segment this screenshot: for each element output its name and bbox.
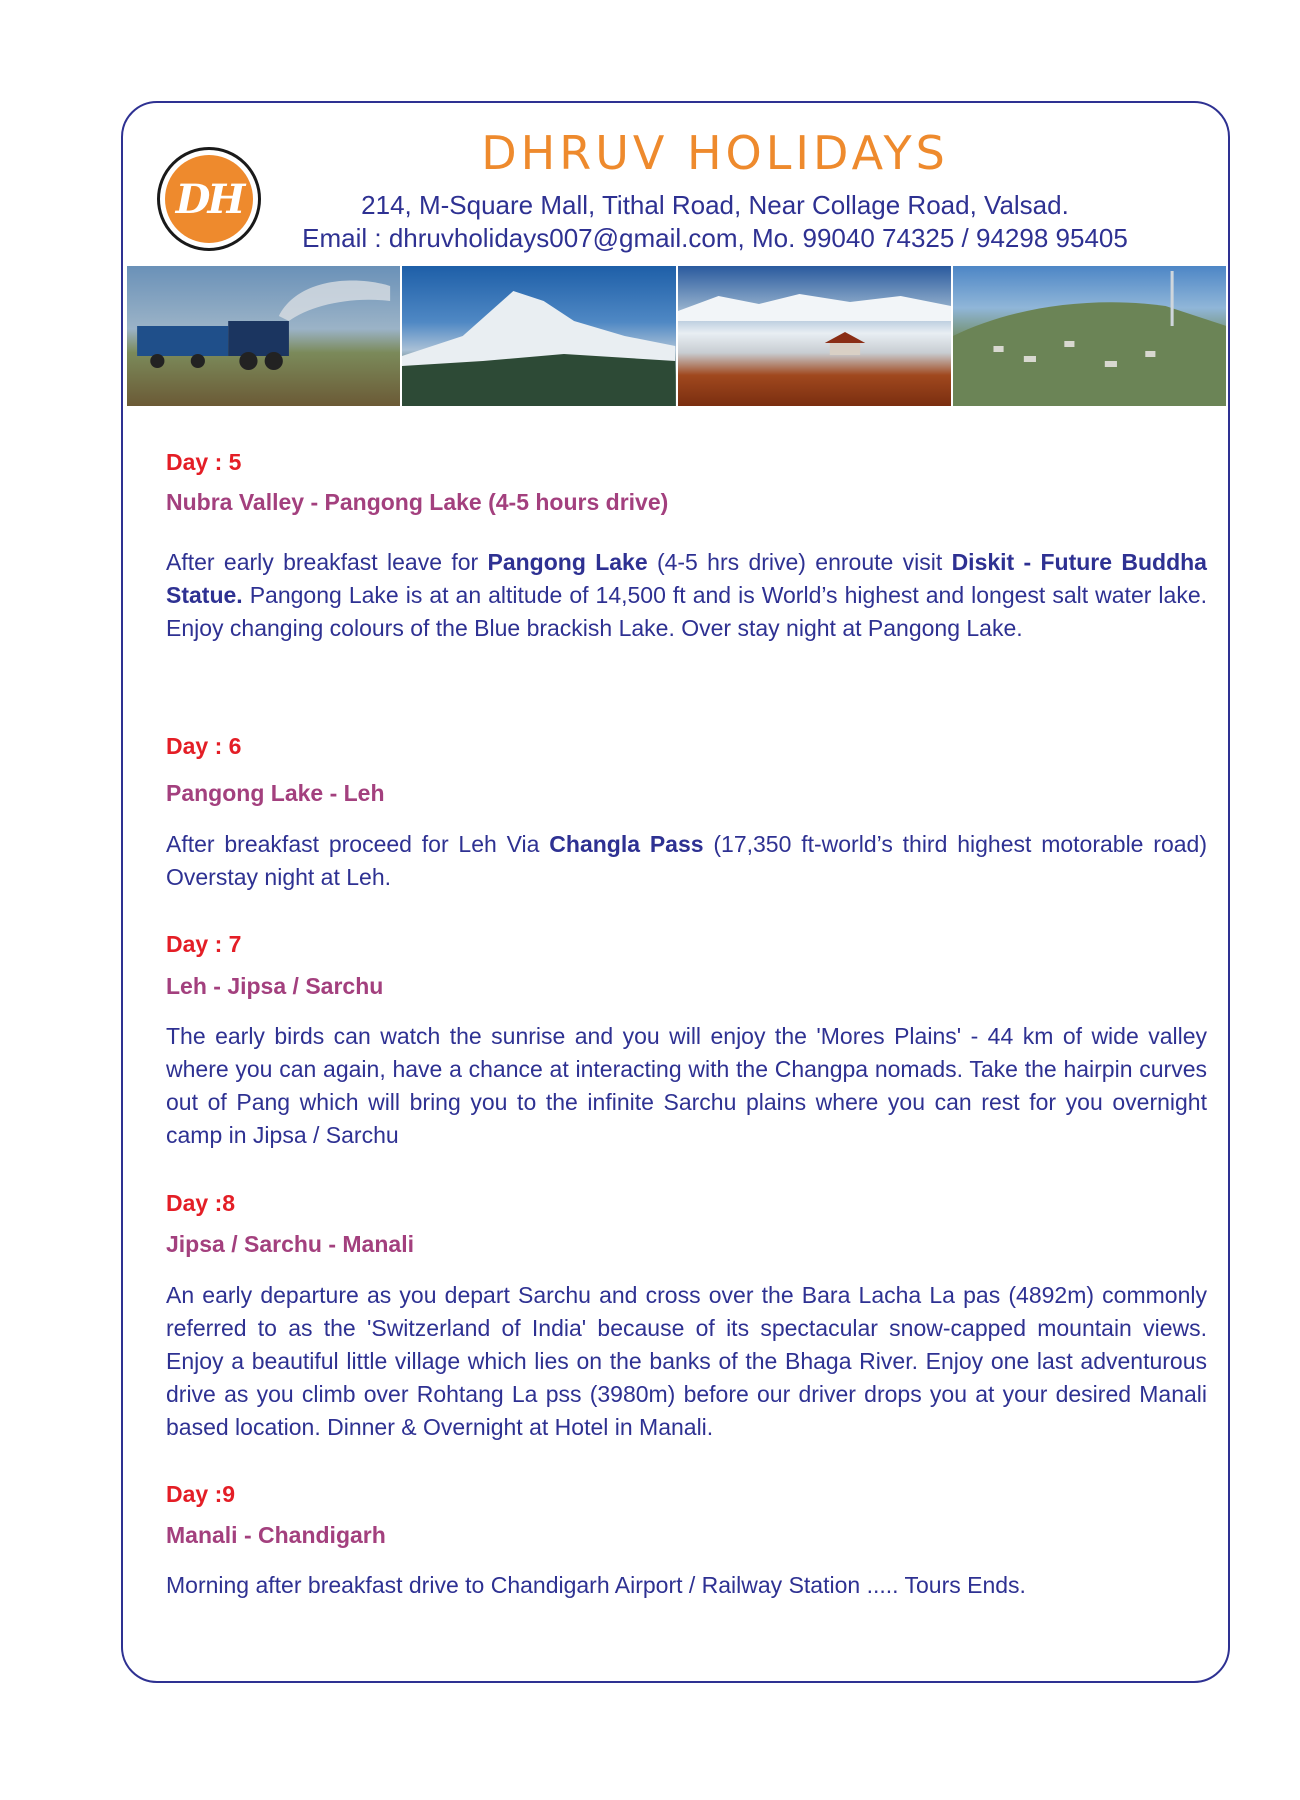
body-text: (4-5 hrs drive) enroute visit <box>647 549 952 575</box>
day-route: Jipsa / Sarchu - Manali <box>166 1231 414 1257</box>
photo-clouds-valley <box>678 266 951 406</box>
day-description <box>166 546 1207 645</box>
body-text: After early breakfast leave for <box>166 549 488 575</box>
company-name: DHRUV HOLIDAYS <box>481 126 949 180</box>
body-text: (17,350 ft-world’s third highest motorable road) Overstay night at Leh. <box>166 831 1207 890</box>
photo-strip <box>127 266 1226 406</box>
day-heading: Day : 7 <box>166 931 242 957</box>
day-description <box>166 1020 1207 1152</box>
body-text: Pangong Lake is at an altitude of 14,500 ft and is World’s highest and longest salt water lake. Enjoy changing colours of the Blue brackish Lake. Over stay night at Pangong Lake. <box>166 582 1207 641</box>
day-heading: Day : 6 <box>166 733 242 759</box>
body-text: Morning after breakfast drive to Chandigarh Airport / Railway Station ..... Tours Ends. <box>166 1572 1026 1598</box>
day-heading: Day : 5 <box>166 449 242 475</box>
day-description <box>166 828 1207 894</box>
photo-toy-train <box>127 266 400 406</box>
logo-letters: DH <box>165 155 253 243</box>
day-route: Manali - Chandigarh <box>166 1522 386 1548</box>
day-heading: Day :9 <box>166 1481 236 1507</box>
body-text: The early birds can watch the sunrise and you will enjoy the 'Mores Plains' - 44 km of wide valley where you can again, have a chance at interacting with the Changpa nomads. Take the hairpin curves out of Pang which will bring you to the infinite Sarchu plains where you can rest for you overnight camp in Jipsa / Sarchu <box>166 1023 1207 1148</box>
highlight-text: Pangong Lake <box>487 549 648 575</box>
day-route: Pangong Lake - Leh <box>166 780 385 806</box>
day-route: Leh - Jipsa / Sarchu <box>166 973 384 999</box>
highlight-text: Diskit - Future Buddha Statue. <box>166 549 1207 608</box>
highlight-text: Changla Pass <box>549 831 704 857</box>
photo-hill-town <box>953 266 1226 406</box>
company-address: 214, M-Square Mall, Tithal Road, Near Collage Road, Valsad. <box>361 190 1069 220</box>
company-contact: Email : dhruvholidays007@gmail.com, Mo. 99040 74325 / 94298 95405 <box>302 223 1128 253</box>
body-text: After breakfast proceed for Leh Via <box>166 831 550 857</box>
day-description <box>166 1569 1207 1602</box>
body-text: An early departure as you depart Sarchu and cross over the Bara Lacha La pas (4892m) commonly referred to as the 'Switzerland of India' because of its spectacular snow-capped mountain views. Enjoy a beautiful little village which lies on the banks of the Bhaga River. Enjoy one last adventurous drive as you climb over Rohtang La pss (3980m) before our driver drops you at your desired Manali based location. Dinner & Overnight at Hotel in Manali. <box>166 1282 1207 1440</box>
day-route: Nubra Valley - Pangong Lake (4-5 hours drive) <box>166 489 669 515</box>
day-heading: Day :8 <box>166 1190 236 1216</box>
day-description <box>166 1279 1207 1444</box>
photo-snow-peak <box>402 266 675 406</box>
